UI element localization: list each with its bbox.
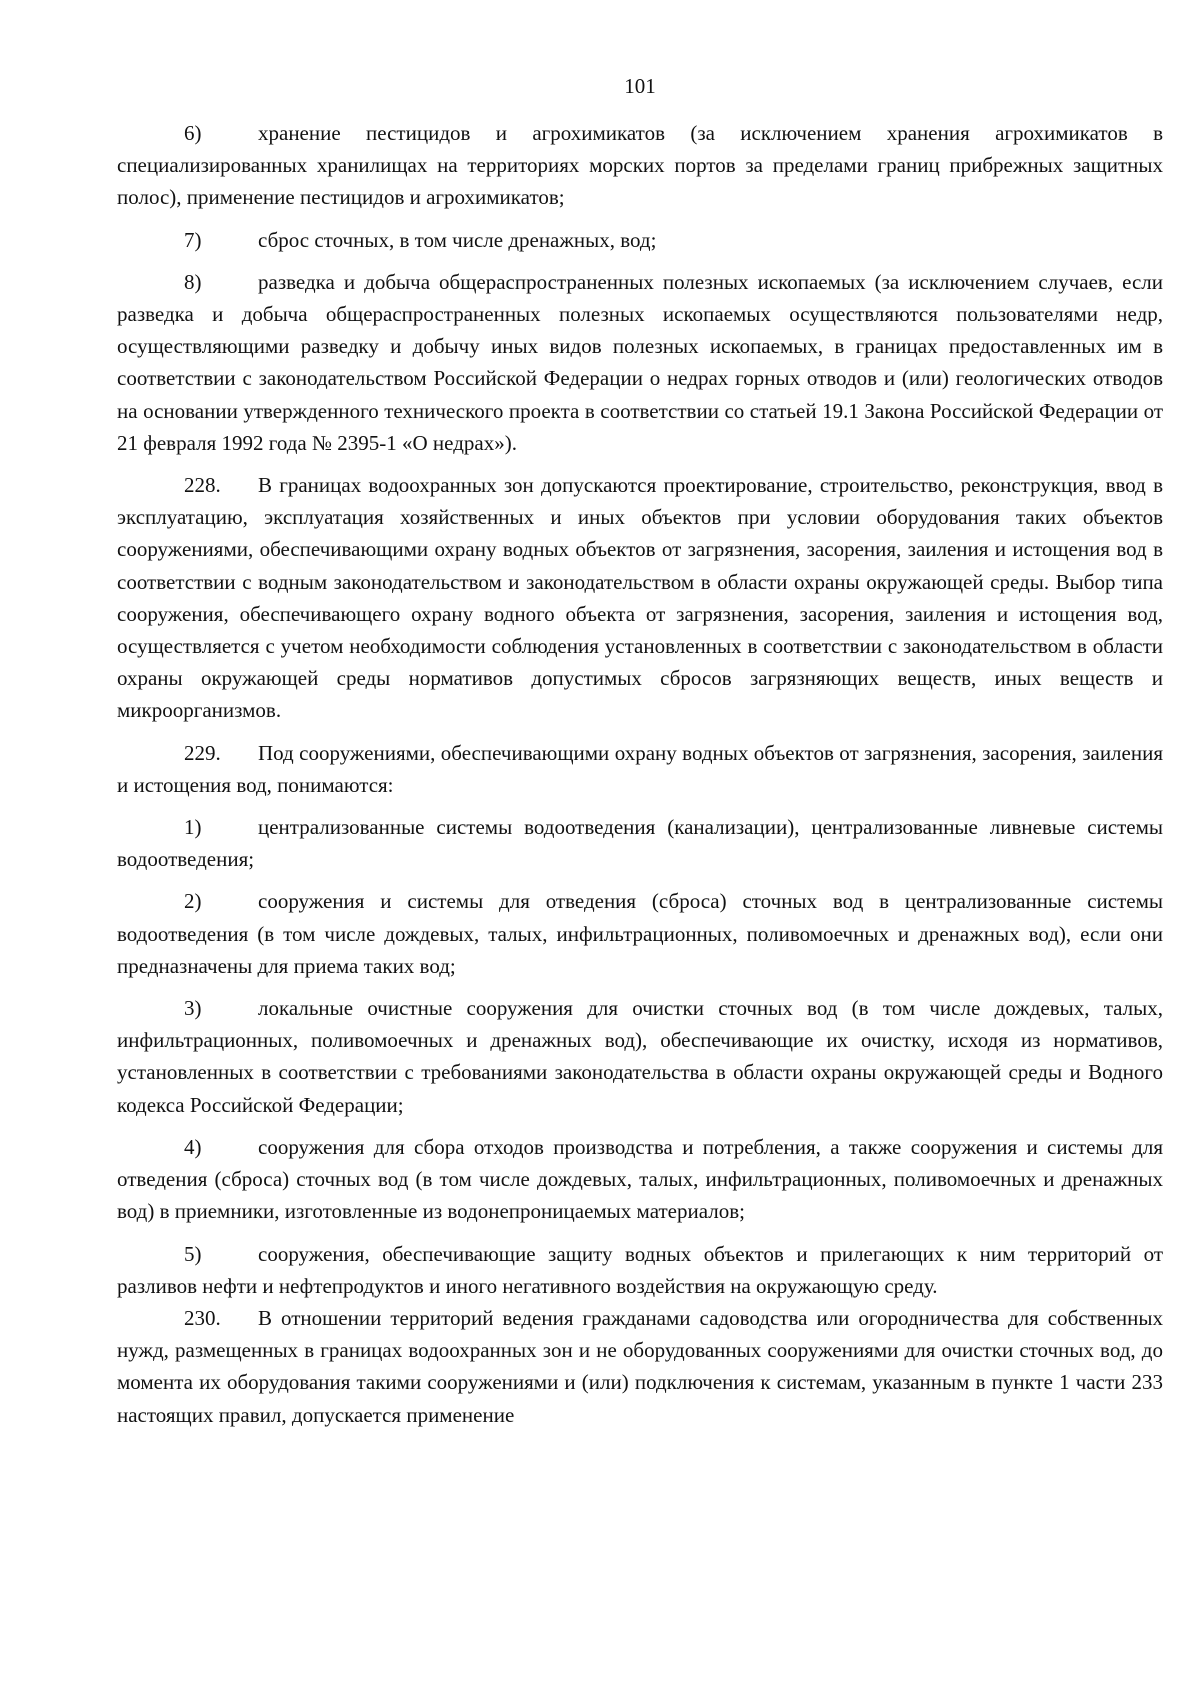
document-body — [117, 117, 1163, 1441]
item-number: 6) — [184, 121, 202, 145]
item-text: централизованные системы водоотведения (канализации), централизованные ливневые системы водоотведения; — [117, 815, 1163, 872]
clause-text: Под сооружениями, обеспечивающими охрану водных объектов от загрязнения, засорения, заиления и истощения вод, понимаются: — [117, 740, 1163, 797]
clause-229 — [117, 737, 1163, 801]
list-item-4 — [117, 1131, 1163, 1228]
list-item-8 — [117, 266, 1163, 459]
clause-228 — [117, 469, 1163, 727]
item-number: 4) — [184, 1134, 202, 1159]
list-item-7 — [117, 224, 1163, 256]
list-item-5 — [117, 1238, 1163, 1302]
item-number: 2) — [184, 889, 202, 914]
clause-number: 229. — [184, 740, 221, 765]
clause-text: В границах водоохранных зон допускаются проектирование, строительство, реконструкция, ввод в эксплуатацию, эксплуатация хозяйственных и иных объектов при условии оборудования таких объектов сооружениями, обеспечивающими охрану водных объектов от загрязнения, засорения, заиления и истощения вод в соответствии с водным законодательством и законодательством в области охраны окружающей среды. Выбор типа сооружения, обеспечивающего охрану водного объекта от загрязнения, засорения, заиления и истощения вод, осуществляется с учетом необходимости соблюдения установленных в соответствии с законодательством в области охраны окружающей среды нормативов допустимых сбросов загрязняющих веществ, иных веществ и микроорганизмов. — [117, 473, 1163, 723]
item-text: хранение пестицидов и агрохимикатов (за исключением хранения агрохимикатов в специализированных хранилищах на территориях морских портов за пределами границ прибрежных защитных полос), применение пестицидов и агрохимикатов; — [117, 121, 1163, 210]
clause-text: В отношении территорий ведения гражданами садоводства или огородничества для собственных нужд, размещенных в границах водоохранных зон и не оборудованных сооружениями для очистки сточных вод, до момента их оборудования такими сооружениями и (или) подключения к системам, указанным в пункте 1 части 233 настоящих правил, допускается применение — [117, 1305, 1163, 1427]
item-text: локальные очистные сооружения для очистки сточных вод (в том числе дождевых, талых, инфильтрационных, поливомоечных и дренажных вод), обеспечивающие их очистку, исходя из нормативов, установленных в соответствии с требованиями законодательства в области охраны окружающей среды и Водного кодекса Российской Федерации; — [117, 996, 1163, 1117]
clause-number: 230. — [184, 1305, 221, 1330]
item-number: 1) — [184, 815, 202, 840]
item-text: разведка и добыча общераспространенных полезных ископаемых (за исключением случаев, если разведка и добыча общераспространенных полезных ископаемых осуществляются пользователями недр, осуществляющими разведку и добычу иных видов полезных ископаемых, в границах предоставленных им в соответствии с законодательством Российской Федерации о недрах горных отводов и (или) геологических отводов на основании утвержденного технического проекта в соответствии со статьей 19.1 Закона Российской Федерации от 21 февраля 1992 года № 2395-1 «О недрах»). — [117, 269, 1163, 455]
item-text: сооружения и системы для отведения (сброса) сточных вод в централизованные системы водоотведения (в том числе дождевых, талых, инфильтрационных, поливомоечных и дренажных вод), если они предназначены для приема таких вод; — [117, 889, 1163, 978]
item-number: 7) — [184, 227, 202, 252]
list-item-3 — [117, 992, 1163, 1121]
clause-number: 228. — [184, 473, 221, 498]
item-number: 8) — [184, 269, 202, 294]
item-text: сооружения для сбора отходов производства и потребления, а также сооружения и системы для отведения (сброса) сточных вод (в том числе дождевых, талых, инфильтрационных, поливомоечных и дренажных вод) в приемники, изготовленные из водонепроницаемых материалов; — [117, 1134, 1163, 1224]
list-item-6 — [117, 117, 1163, 214]
item-text: сброс сточных, в том числе дренажных, вод; — [258, 227, 657, 252]
item-number: 5) — [184, 1241, 202, 1266]
list-item-1 — [117, 811, 1163, 875]
item-number: 3) — [184, 996, 202, 1021]
page-number: 101 — [624, 74, 656, 98]
item-text: сооружения, обеспечивающие защиту водных объектов и прилегающих к ним территорий от разливов нефти и нефтепродуктов и иного негативного воздействия на окружающую среду. — [117, 1241, 1163, 1298]
list-item-2 — [117, 885, 1163, 982]
clause-230 — [117, 1302, 1163, 1431]
